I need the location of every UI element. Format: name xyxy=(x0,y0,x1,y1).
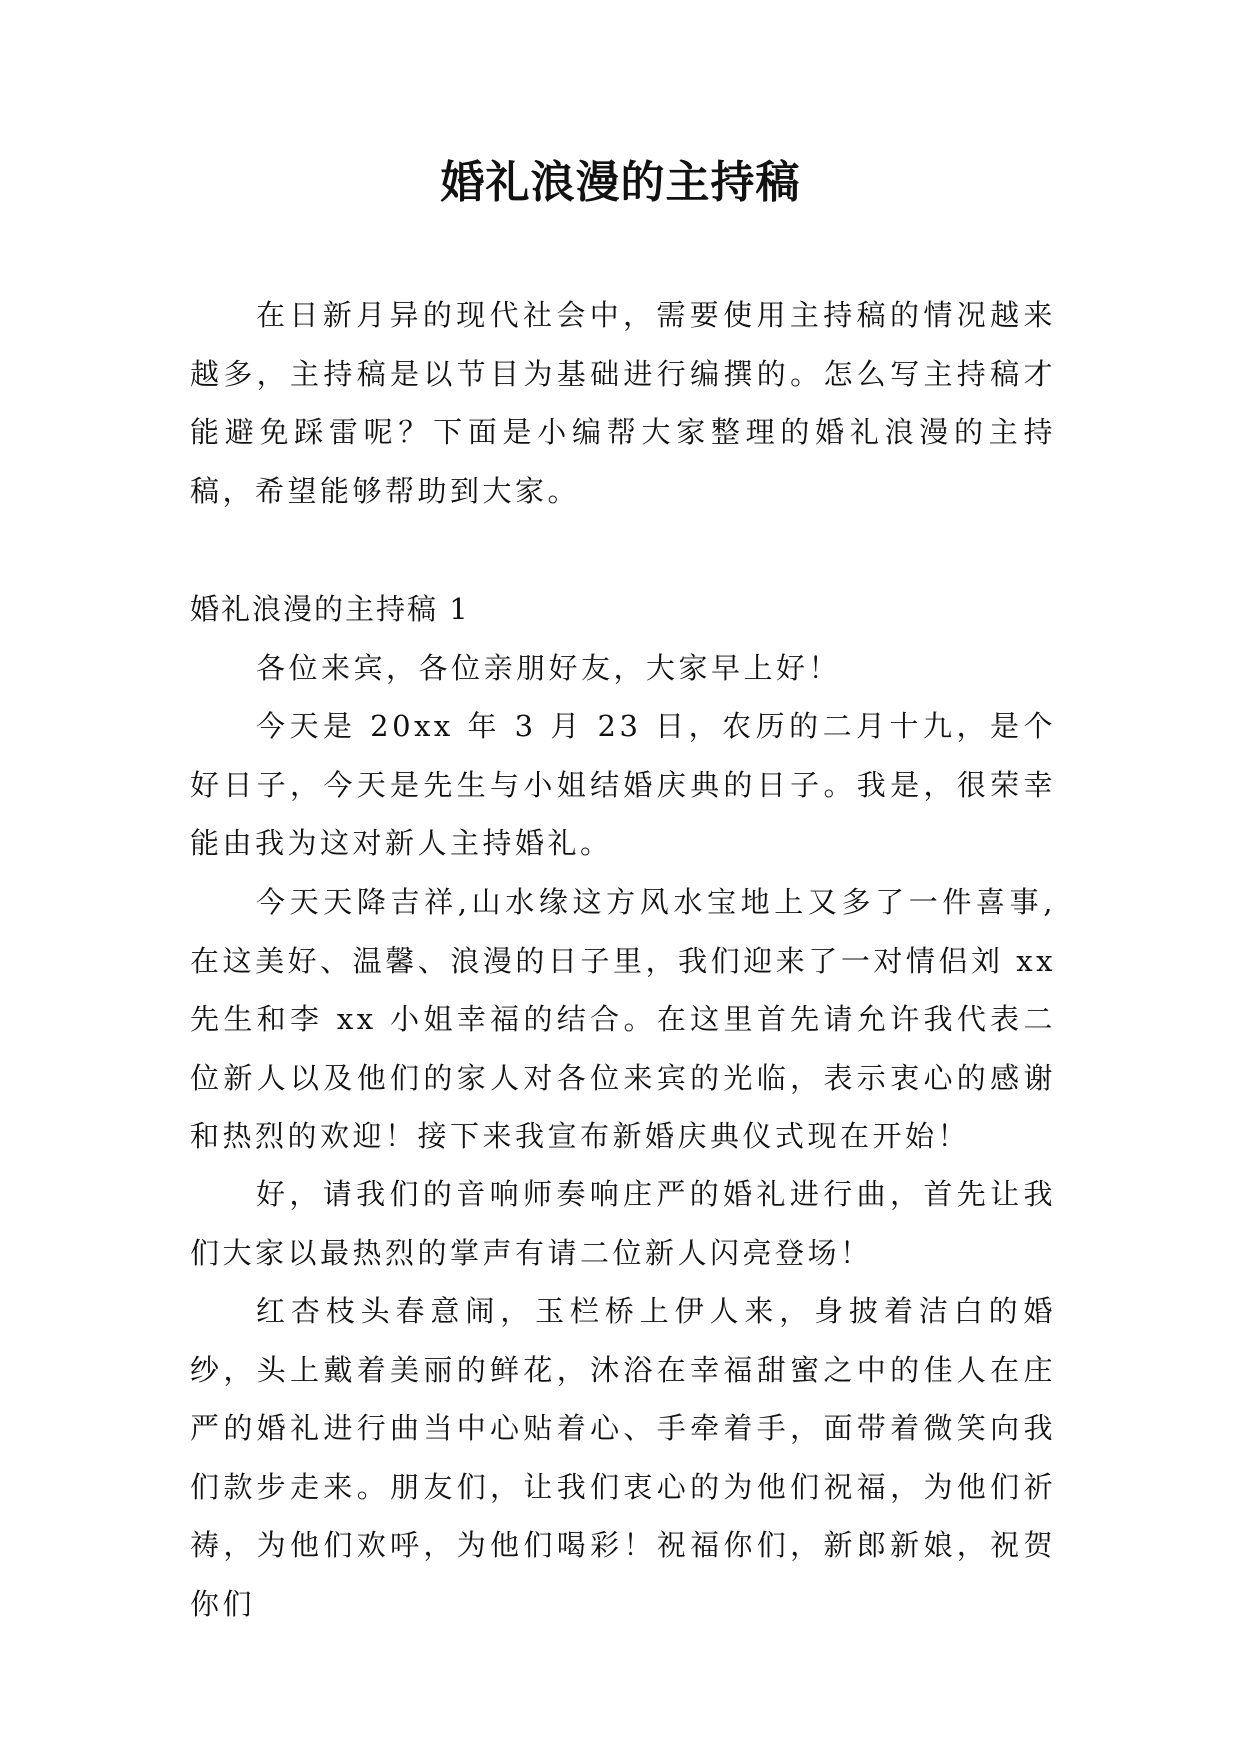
paragraph-entrance: 好，请我们的音响师奏响庄严的婚礼进行曲，首先让我们大家以最热烈的掌声有请二位新人闪亮登场！ xyxy=(190,1177,1056,1270)
section-heading: 婚礼浪漫的主持稿 1 xyxy=(190,592,470,626)
paragraph-opening: 今天天降吉祥,山水缘这方风水宝地上又多了一件喜事,在这美好、温馨、浪漫的日子里，我们迎来了一对情侣刘 xx 先生和李 xx 小姐幸福的结合。在这里首先请允许我代表二位新人以及他们的家人对各位来宾的光临，表示衷心的感谢和热烈的欢迎！接下来我宣布新婚庆典仪式现在开始！ xyxy=(190,885,1056,1153)
paragraph-date: 今天是 20xx 年 3 月 23 日，农历的二月十九，是个好日子，今天是先生与小姐结婚庆典的日子。我是，很荣幸能由我为这对新人主持婚礼。 xyxy=(190,709,1056,860)
paragraph-blessing: 红杏枝头春意闹，玉栏桥上伊人来，身披着洁白的婚纱，头上戴着美丽的鲜花，沐浴在幸福甜蜜之中的佳人在庄严的婚礼进行曲当中心贴着心、手牵着手，面带着微笑向我们款步走来。朋友们，让我们衷心的为他们祝福，为他们祈祷，为他们欢呼，为他们喝彩！祝福你们，新郎新娘，祝贺你们 xyxy=(190,1294,1056,1621)
paragraph-greeting: 各位来宾，各位亲朋好友，大家早上好！ xyxy=(256,651,842,685)
document-title: 婚礼浪漫的主持稿 xyxy=(440,157,801,208)
intro-paragraph: 在日新月异的现代社会中，需要使用主持稿的情况越来越多，主持稿是以节目为基础进行编撰的。怎么写主持稿才能避免踩雷呢？下面是小编帮大家整理的婚礼浪漫的主持稿，希望能够帮助到大家。 xyxy=(190,298,1056,508)
